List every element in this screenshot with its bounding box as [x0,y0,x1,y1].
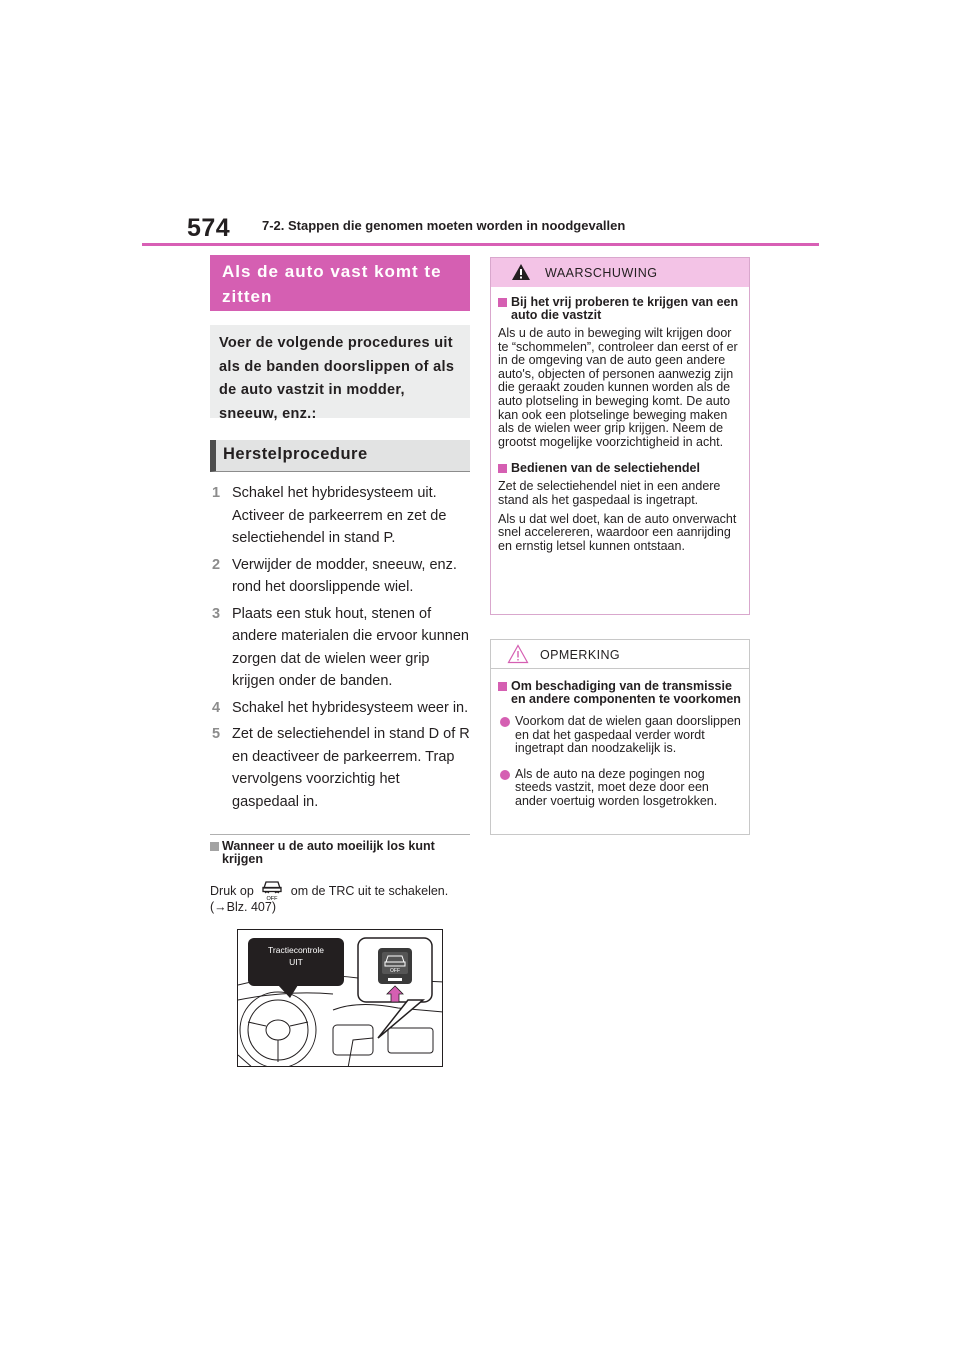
warning-header [491,258,749,287]
step-text: Schakel het hybridesysteem weer in. [232,699,469,716]
step-number: 5 [212,726,221,742]
note-box [490,639,750,835]
warning-box [490,257,750,615]
step-item [210,482,470,550]
note-header [491,640,749,669]
square-bullet-icon [210,842,219,851]
note-heading: Wanneer u de auto moeilijk los kunt krijgen [210,840,470,866]
warning-heading: Bij het vrij proberen te krijgen van een auto die vastzit [498,296,743,322]
warning-paragraph: Als u de auto in beweging wilt krijgen door te “schommelen”, controleer dan eerst of er in de omgeving van de auto geen andere auto's, objecten of personen aanwezig zijn die geraakt zouden kunnen worden als de auto plotseling in beweging komt. De auto kan ook een plotselinge beweging maken als de wielen weer grip krijgen. Neem de grootst mogelijke voorzichtigheid in acht. [498,326,738,449]
header-rule [142,243,819,246]
note-box-heading: Om beschadiging van de transmissie en andere componenten te voorkomen [498,680,743,706]
figure-button-label: OFF [390,967,400,974]
square-bullet-icon [498,464,507,473]
trc-icon-label: OFF [266,896,278,901]
trc-off-icon [260,879,284,901]
main-title: Als de auto vast komt te zitten [210,255,470,311]
round-bullet-icon [500,717,510,727]
square-bullet-icon [498,682,507,691]
step-text: Schakel het hybridesysteem uit. Activeer de parkeerrem en zet de selectiehendel in stand P. [232,485,447,546]
warning-body [491,287,749,553]
step-list [210,482,470,813]
note-bullet: Voorkom dat de wielen gaan doorslippen en dat het gaspedaal verder wordt ingetrapt dan noodzakelijk is. [498,715,743,756]
page-reference: (→Blz. 407) [210,900,276,914]
square-bullet-icon [498,298,507,307]
stuck-note [210,834,470,915]
step-text: Zet de selectiehendel in stand D of R en deactiveer de parkeerrem. Trap vervolgens voorzichtig het gaspedaal in. [232,726,470,810]
step-number: 1 [212,485,221,501]
step-item [210,723,470,813]
warning-title: WAARSCHUWING [545,266,658,280]
step-item [210,603,470,693]
round-bullet-icon [500,770,510,780]
figure-label: Tractiecontrole UIT [268,944,324,967]
note-bullet: Als de auto na deze pogingen nog steeds vastzit, moet deze door een ander voertuig worden losgetrokken. [498,768,743,809]
step-item [210,554,470,599]
note-text: Druk op OFF om de TRC uit te schakelen. (→Blz. 407) [210,879,470,915]
warning-paragraph: Zet de selectiehendel niet in een andere stand als het gaspedaal is ingetrapt. [498,479,721,507]
warning-paragraph: Als u dat wel doet, kan de auto onverwacht snel accelereren, waardoor een aanrijding en ernstig letsel kunnen ontstaan. [498,511,737,553]
step-text: Verwijder de modder, sneeuw, enz. rond het doorslippende wiel. [232,556,457,595]
step-number: 2 [212,556,221,573]
step-number: 4 [212,699,221,716]
warning-triangle-icon [511,263,531,281]
step-number: 3 [212,605,221,622]
step-text: Plaats een stuk hout, stenen of andere materialen die ervoor kunnen zorgen dat de wielen weer grip krijgen onder de banden. [232,605,469,689]
warning-heading: Bedienen van de selectiehendel [498,462,743,475]
left-column [210,255,470,1067]
right-column [490,257,750,835]
intro-text: Voer de volgende procedures uit als de banden doorslippen of als de auto vastzit in modder, sneeuw, enz.: [210,325,470,418]
note-body [491,669,749,809]
dashboard-figure [237,929,443,1067]
caution-triangle-icon [507,644,529,664]
section-title: 7-2. Stappen die genomen moeten worden in noodgevallen [262,218,626,233]
step-item [210,697,470,720]
note-title: OPMERKING [540,648,620,662]
subheading: Herstelprocedure [210,440,470,472]
page-number: 574 [187,214,231,242]
